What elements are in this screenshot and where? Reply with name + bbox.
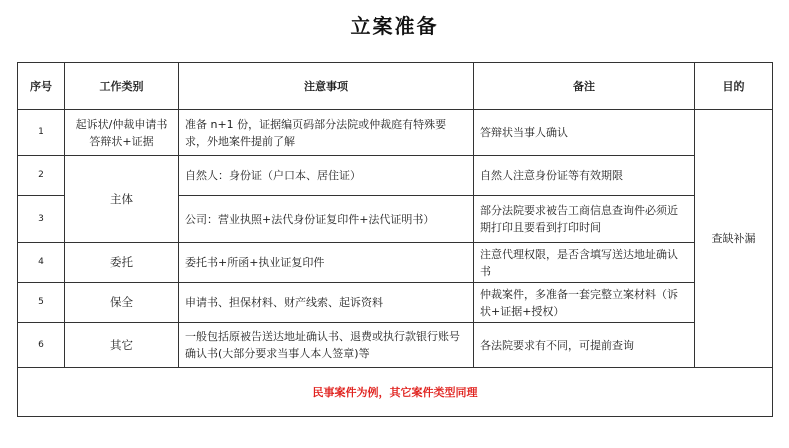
table-row [18, 283, 773, 323]
row-remarks: 注意代理权限，是否含填写送达地址确认书 [474, 243, 695, 283]
row-remarks: 自然人注意身份证等有效期限 [474, 156, 695, 196]
row-number: 4 [18, 243, 65, 283]
row-notes: 申请书、担保材料、财产线索、起诉资料 [179, 283, 474, 323]
row-number: 1 [18, 110, 65, 156]
row-remarks: 各法院要求有不同，可提前查询 [474, 323, 695, 368]
case-preparation-table [17, 62, 773, 417]
row-category: 其它 [65, 323, 179, 368]
header-remarks: 备注 [474, 63, 695, 110]
table-row [18, 156, 773, 196]
row-number: 6 [18, 323, 65, 368]
row-notes: 公司：营业执照+法代身份证复印件+法代证明书） [179, 196, 474, 243]
row-category: 起诉状/仲裁申请书答辩状+证据 [65, 110, 179, 156]
row-notes: 一般包括原被告送达地址确认书、退费或执行款银行账号确认书(大部分要求当事人本人签章)等 [179, 323, 474, 368]
header-notes: 注意事项 [179, 63, 474, 110]
row-number: 5 [18, 283, 65, 323]
row-remarks: 答辩状当事人确认 [474, 110, 695, 156]
purpose-cell: 查缺补漏 [695, 110, 773, 368]
table-header-row [18, 63, 773, 110]
footer-note: 民事案件为例，其它案件类型同理 [18, 368, 773, 417]
row-number: 3 [18, 196, 65, 243]
row-remarks: 仲裁案件，多准备一套完整立案材料（诉状+证据+授权） [474, 283, 695, 323]
row-notes: 委托书+所函+执业证复印件 [179, 243, 474, 283]
row-category: 主体 [65, 156, 179, 243]
row-notes: 准备 n+1 份，证据编页码部分法院或仲裁庭有特殊要求，外地案件提前了解 [179, 110, 474, 156]
table-footer-row [18, 368, 773, 417]
header-number: 序号 [18, 63, 65, 110]
table-row [18, 110, 773, 156]
table-row [18, 323, 773, 368]
table-row [18, 243, 773, 283]
header-purpose: 目的 [695, 63, 773, 110]
row-number: 2 [18, 156, 65, 196]
header-category: 工作类别 [65, 63, 179, 110]
page-title: 立案准备 [350, 14, 439, 38]
row-category: 保全 [65, 283, 179, 323]
row-notes: 自然人：身份证（户口本、居住证） [179, 156, 474, 196]
row-remarks: 部分法院要求被告工商信息查询件必须近期打印且要看到打印时间 [474, 196, 695, 243]
row-category: 委托 [65, 243, 179, 283]
